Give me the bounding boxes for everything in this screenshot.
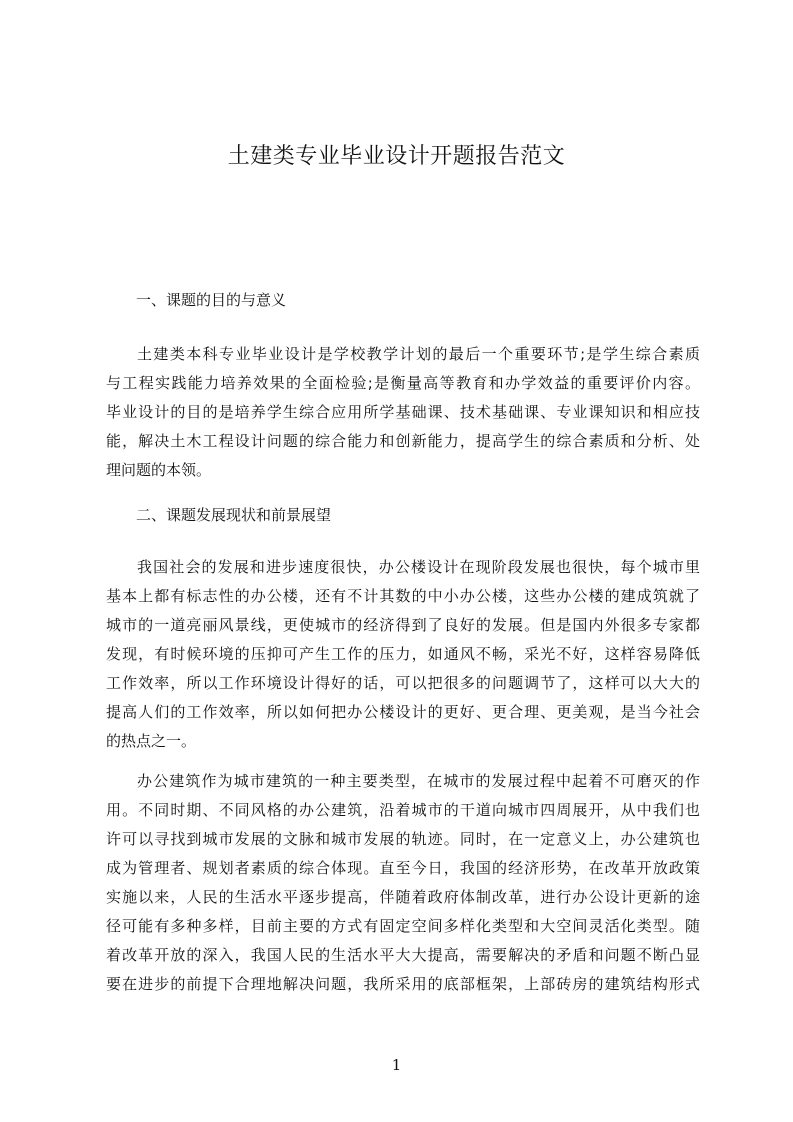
paragraph-line: 土建类本科专业毕业设计是学校教学计划的最后一个重要环节;是学生综合素质 [137,345,700,363]
paragraph-line: 工作效率，所以工作环境设计得好的话，可以把很多的问题调节了，这样可以大大的 [106,674,700,692]
page-number: 1 [391,1056,402,1074]
paragraph [106,767,700,999]
paragraph-line: 理问题的本领。 [106,461,212,479]
paragraph-line: 城市的一道亮丽风景线，更使城市的经济得到了良好的发展。但是国内外很多专家都 [106,616,700,634]
paragraph-line: 发现，有时候环境的压抑可产生工作的压力，如通风不畅，采光不好，这样容易降低 [106,645,700,663]
paragraph-line: 能，解决土木工程设计问题的综合能力和创新能力，提高学生的综合素质和分析、处 [106,432,700,450]
section-heading: 二、课题发展现状和前景展望 [136,506,332,524]
paragraph [106,340,700,485]
paragraph-line: 的热点之一。 [106,732,197,750]
paragraph-line: 成为管理者、规划者素质的综合体现。直至今日，我国的经济形势，在改革开放政策 [106,859,700,877]
document-title: 土建类专业毕业设计开题报告范文 [227,144,566,169]
paragraph-line: 径可能有多种多样，目前主要的方式有固定空间多样化类型和大空间灵活化类型。随 [106,917,700,935]
paragraph-line: 实施以来，人民的生活水平逐步提高，伴随着政府体制改革，进行办公设计更新的途 [106,888,700,906]
paragraph-line: 许可以寻找到城市发展的文脉和城市发展的轨迹。同时，在一定意义上，办公建筑也 [106,830,700,848]
paragraph-line: 与工程实践能力培养效果的全面检验;是衡量高等教育和办学效益的重要评价内容。 [106,374,700,392]
paragraph-line: 着改革开放的深入，我国人民的生活水平大大提高，需要解决的矛盾和问题不断凸显 [106,946,700,964]
paragraph-line: 要在进步的前提下合理地解决问题，我所采用的底部框架，上部砖房的建筑结构形式 [106,975,700,993]
paragraph-line: 我国社会的发展和进步速度很快，办公楼设计在现阶段发展也很快，每个城市里 [137,558,700,576]
paragraph-line: 毕业设计的目的是培养学生综合应用所学基础课、技术基础课、专业课知识和相应技 [106,403,700,421]
paragraph-line: 基本上都有标志性的办公楼，还有不计其数的中小办公楼，这些办公楼的建成筑就了 [106,587,700,605]
paragraph-line: 用。不同时期、不同风格的办公建筑，沿着城市的干道向城市四周展开，从中我们也 [106,801,700,819]
paragraph-line: 提高人们的工作效率，所以如何把办公楼设计的更好、更合理、更美观，是当今社会 [106,703,700,721]
section-heading: 一、课题的目的与意义 [136,291,287,309]
paragraph [106,553,700,756]
paragraph-line: 办公建筑作为城市建筑的一种主要类型，在城市的发展过程中起着不可磨灭的作 [137,772,700,790]
